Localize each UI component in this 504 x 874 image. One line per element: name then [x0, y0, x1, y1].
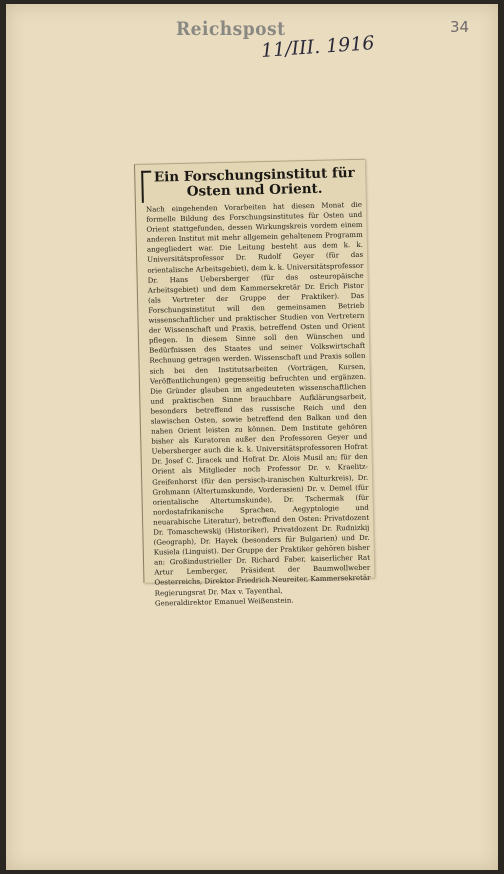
article-closing-line: Generaldirektor Emanuel Weißenstein.	[154, 596, 294, 608]
handwritten-date: 11/III. 1916	[260, 32, 376, 62]
page-number: 34	[450, 18, 470, 36]
article-body: Nach eingehenden Vorarbeiten hat diesen Monat die formelle Bildung des Forschungsinstitutes für Osten und Orient stattgefunden, dessen Wirkungskreis vordem einem anderen Institut mit mehr allgemein gehaltenem Programm angegliedert war. Die Leitung besteht aus dem k. k. Universitätsprofessor Dr. Rudolf Geyer (für das orientalische Arbeitsgebiet), dem k. k. Universitätsprofessor Dr. Hans Uebersberger (für das osteuropäische Arbeitsgebiet) und dem Kammersekretär Dr. Erich Pistor (als Vertreter der Gruppe der Praktiker). Das Forschungsinstitut will den gemeinsamen Betrieb wissenschaftlicher und praktischer Studien von Vertretern der Wissenschaft und Praxis, betreffend Osten und Orient pflegen. In diesem Sinne soll den Wünschen und Bedürfnissen des Staates und seiner Volkswirtschaft Rechnung getragen werden. Wissenschaft und Praxis sollen sich bei den Institutsarbeiten (Vorträgen, Kursen, Veröffentlichungen) gegenseitig befruchten und ergänzen. Die Gründer glauben im angedeuteten wissenschaftlichen und praktischen Sinne brauchbare Aufklärungsarbeit, besonders betreffend das russische Reich und den slawischen Osten, sowie betreffend den Balkan und den nahen Orient leisten zu können. Dem Institute gehören bisher als Kuratoren außer den Professoren Geyer und Uebersberger auch die k. k. Universitätsprofessoren Hofrat Dr. Josef C. Jiracek und Hofrat Dr. Alois Musil an; für den Orient als Mitglieder noch Professor Dr. v. Kraelitz-Greifenhorst (für den persisch-iranischen Kulturkreis), Dr. Grohmann (Altertumskunde, Vorderasien) Dr. v. Demel (für orientalische Altertumskunde), Dr. Tschermak (für nordostafrikanische Sprachen, Aegyptologie und neuarabische Literatur), betreffend den Osten: Privatdozent Dr. Tomaschewskij (Historiker), Privatdozent Dr. Rudnizkij (Geograph), Dr. Hayek (besonders für Bulgarien) und Dr. Kusiela (Linguist). Der Gruppe der Praktiker gehören bisher an: Großindustrieller Dr. Richard Faber, kaiserlicher Rat Artur Lemberger, Präsident der Baumwollweber Oesterreichs, Direktor Friedrich Neureiter, Kammersekretär Regierungsrat Dr. Max v. Tayenthal,	[145, 200, 371, 598]
newspaper-stamp: Reichspost	[176, 18, 286, 40]
archive-sheet	[6, 4, 498, 870]
article-headline: Ein Forschungsinstitut für Osten und Orient.	[153, 164, 355, 200]
newspaper-clipping	[134, 159, 374, 608]
headline-bracket-mark	[141, 171, 152, 203]
